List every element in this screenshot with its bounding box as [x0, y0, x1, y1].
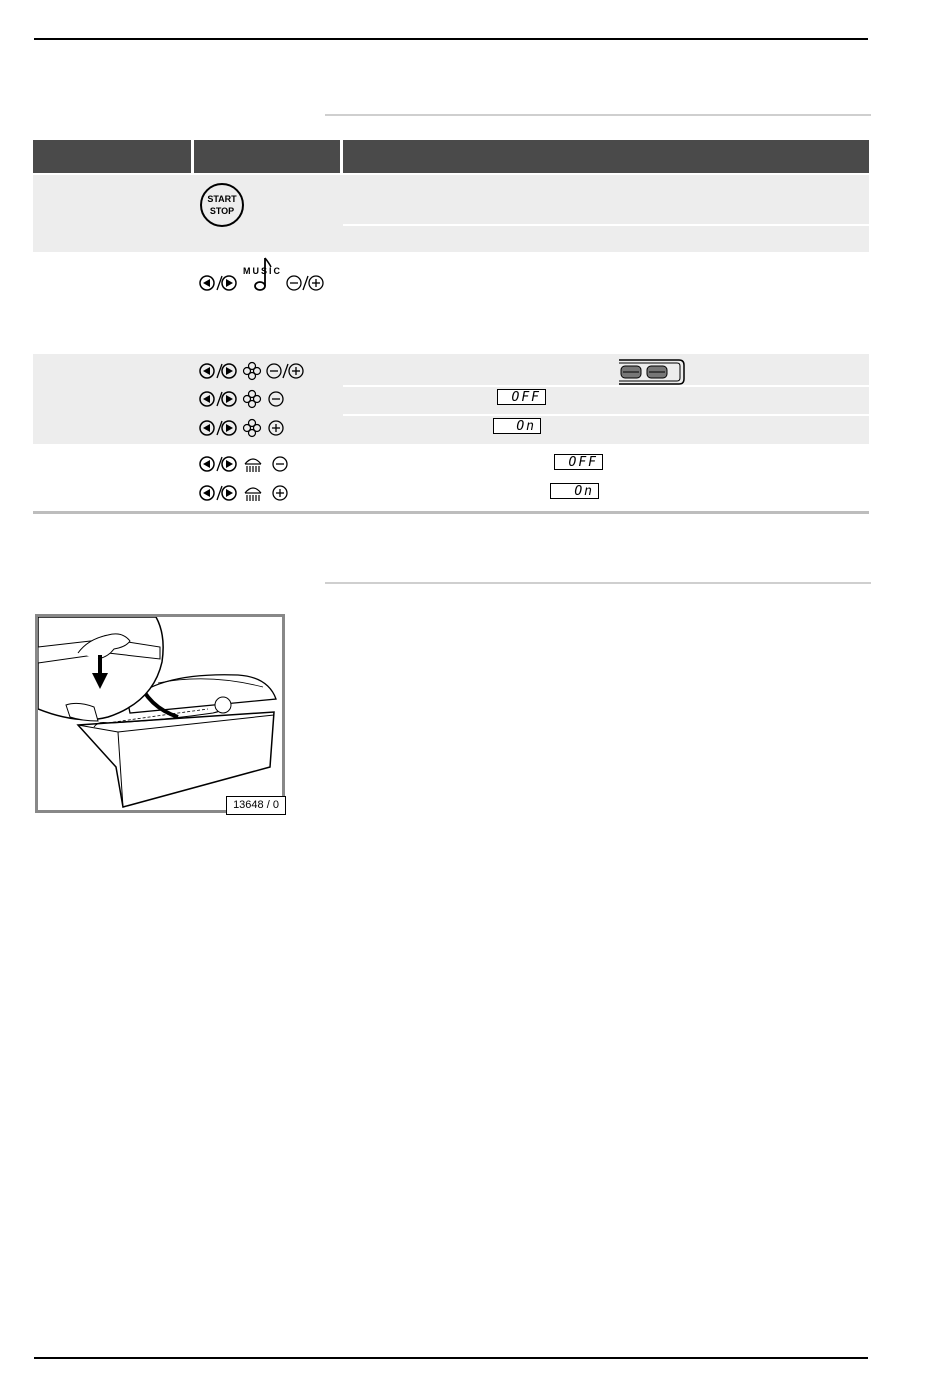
table-header-col-1	[33, 140, 191, 173]
start-stop-button[interactable]	[200, 183, 244, 227]
left-right-arrows-icon[interactable]	[200, 486, 236, 500]
table-row-start-stop	[33, 175, 869, 252]
fan-on-display: On	[493, 418, 541, 434]
fan-control-line-1	[198, 360, 308, 387]
page-top-rule	[34, 38, 868, 40]
music-label: MUSIC	[243, 266, 282, 276]
figure-label: 13648 / 0	[226, 796, 286, 815]
left-right-arrows-icon[interactable]	[200, 392, 236, 406]
aqua-on-display: On	[550, 483, 599, 499]
fan-off-display: OFF	[497, 389, 546, 405]
plus-icon[interactable]	[273, 486, 287, 500]
minus-plus-icon[interactable]	[287, 276, 323, 290]
sunbed-illustration	[35, 614, 285, 813]
minus-icon[interactable]	[273, 457, 287, 471]
left-right-arrows-icon[interactable]	[200, 364, 236, 378]
fan-control-line-3	[198, 417, 290, 444]
start-label: START	[207, 194, 237, 204]
table-row-fan	[33, 354, 869, 444]
minus-icon[interactable]	[269, 392, 283, 406]
fan-icon	[244, 363, 261, 380]
section-rule	[325, 582, 871, 584]
row-divider	[343, 414, 869, 416]
stop-label: STOP	[209, 206, 235, 216]
aqua-mist-icon	[245, 459, 261, 472]
left-right-arrows-icon[interactable]	[200, 421, 236, 435]
aqua-mist-icon	[245, 488, 261, 501]
row-divider	[343, 224, 869, 226]
row-divider	[343, 385, 869, 387]
table-header-col-2	[194, 140, 340, 173]
fan-vents-illustration	[617, 357, 687, 392]
fan-control-line-2	[198, 388, 290, 415]
page-bottom-rule	[34, 1357, 868, 1359]
aqua-control-line-2	[198, 482, 293, 509]
plus-icon[interactable]	[269, 421, 283, 435]
table-bottom-rule	[33, 511, 869, 514]
table	[33, 140, 869, 515]
aqua-control-line-1	[198, 453, 293, 480]
section-rule	[325, 114, 871, 116]
minus-plus-icon[interactable]	[267, 364, 303, 378]
fan-icon	[244, 420, 261, 437]
left-right-arrows-icon[interactable]	[200, 276, 236, 290]
fan-icon	[244, 391, 261, 408]
aqua-off-display: OFF	[554, 454, 603, 470]
left-right-arrows-icon[interactable]	[200, 457, 236, 471]
table-header-col-3	[343, 140, 869, 173]
